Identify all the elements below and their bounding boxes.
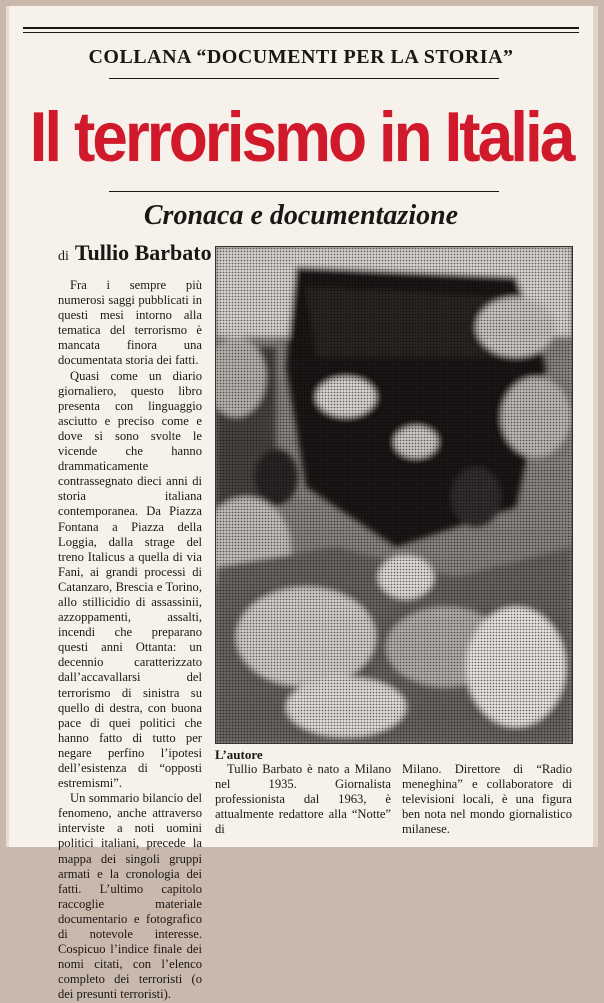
divider-rule xyxy=(109,78,499,79)
blurb-column xyxy=(58,278,202,1003)
book-cover xyxy=(6,6,598,1002)
series-title: COLLANA “DOCUMENTI PER LA STORIA” xyxy=(88,46,514,68)
top-rule xyxy=(23,27,579,29)
author-name: Tullio Barbato xyxy=(74,240,212,265)
byline xyxy=(58,240,212,266)
book-title: Il terrorismo in Italia xyxy=(29,97,573,177)
blurb-paragraph: Un sommario bilancio del fenomeno, anche attraverso interviste a noti uomini politici italiani, precede la mappa dei singoli gruppi armati e la cronologia dei fatti. L’ultimo capitolo raccoglie materiale documentario e fotografico di notevole interesse. Cospicuo l’indice finale dei nomi citati, con l’elenco completo dei terroristi (o dei presunti terroristi). xyxy=(58,791,202,1002)
blurb-paragraph: Quasi come un diario giornaliero, questo libro presenta con linguaggio asciutto e preciso come e dove si sono svolte le vicende che hanno drammaticamente contrassegnato dieci anni di storia italiana contemporanea. Da Piazza Fontana a Piazza della Loggia, dalla strage del treno Italicus a quella di via Fani, ai grandi processi di Catanzaro, Brescia e Torino, allo stillicidio di assassinii, azzoppamenti, assalti, incendi che preparano questi anni Ottanta: un decennio caratterizzato dall’accavallarsi del terrorismo di sinistra su quello di destra, con buona pace di quei politici che hanno fatto di tutto per negare perfino l’ipotesi dell’esistenza di “opposti estremismi”. xyxy=(58,368,202,791)
author-bio-text: Milano. Direttore di “Radio meneghina” e collaboratore di televisioni locali, è una figura ben nota nel mondo giornalistico milanese. xyxy=(402,762,572,837)
byline-prefix: di xyxy=(58,249,69,264)
author-label: L’autore xyxy=(215,747,263,762)
top-rule-thin xyxy=(23,32,579,33)
divider-rule xyxy=(109,191,499,192)
author-bio-col1 xyxy=(215,762,391,837)
book-subtitle: Cronaca e documentazione xyxy=(143,200,459,231)
author-bio-col2 xyxy=(402,762,572,837)
blurb-paragraph: Fra i sempre più numerosi saggi pubblicati in questi mesi intorno alla tematica del terrorismo è mancata finora una documentata storia dei fatti. xyxy=(58,278,202,368)
author-bio-text: Tullio Barbato è nato a Milano nel 1935. Giornalista professionista dal 1963, è attualmente redattore alla “Notte” di xyxy=(215,762,391,837)
news-photo xyxy=(215,246,573,744)
